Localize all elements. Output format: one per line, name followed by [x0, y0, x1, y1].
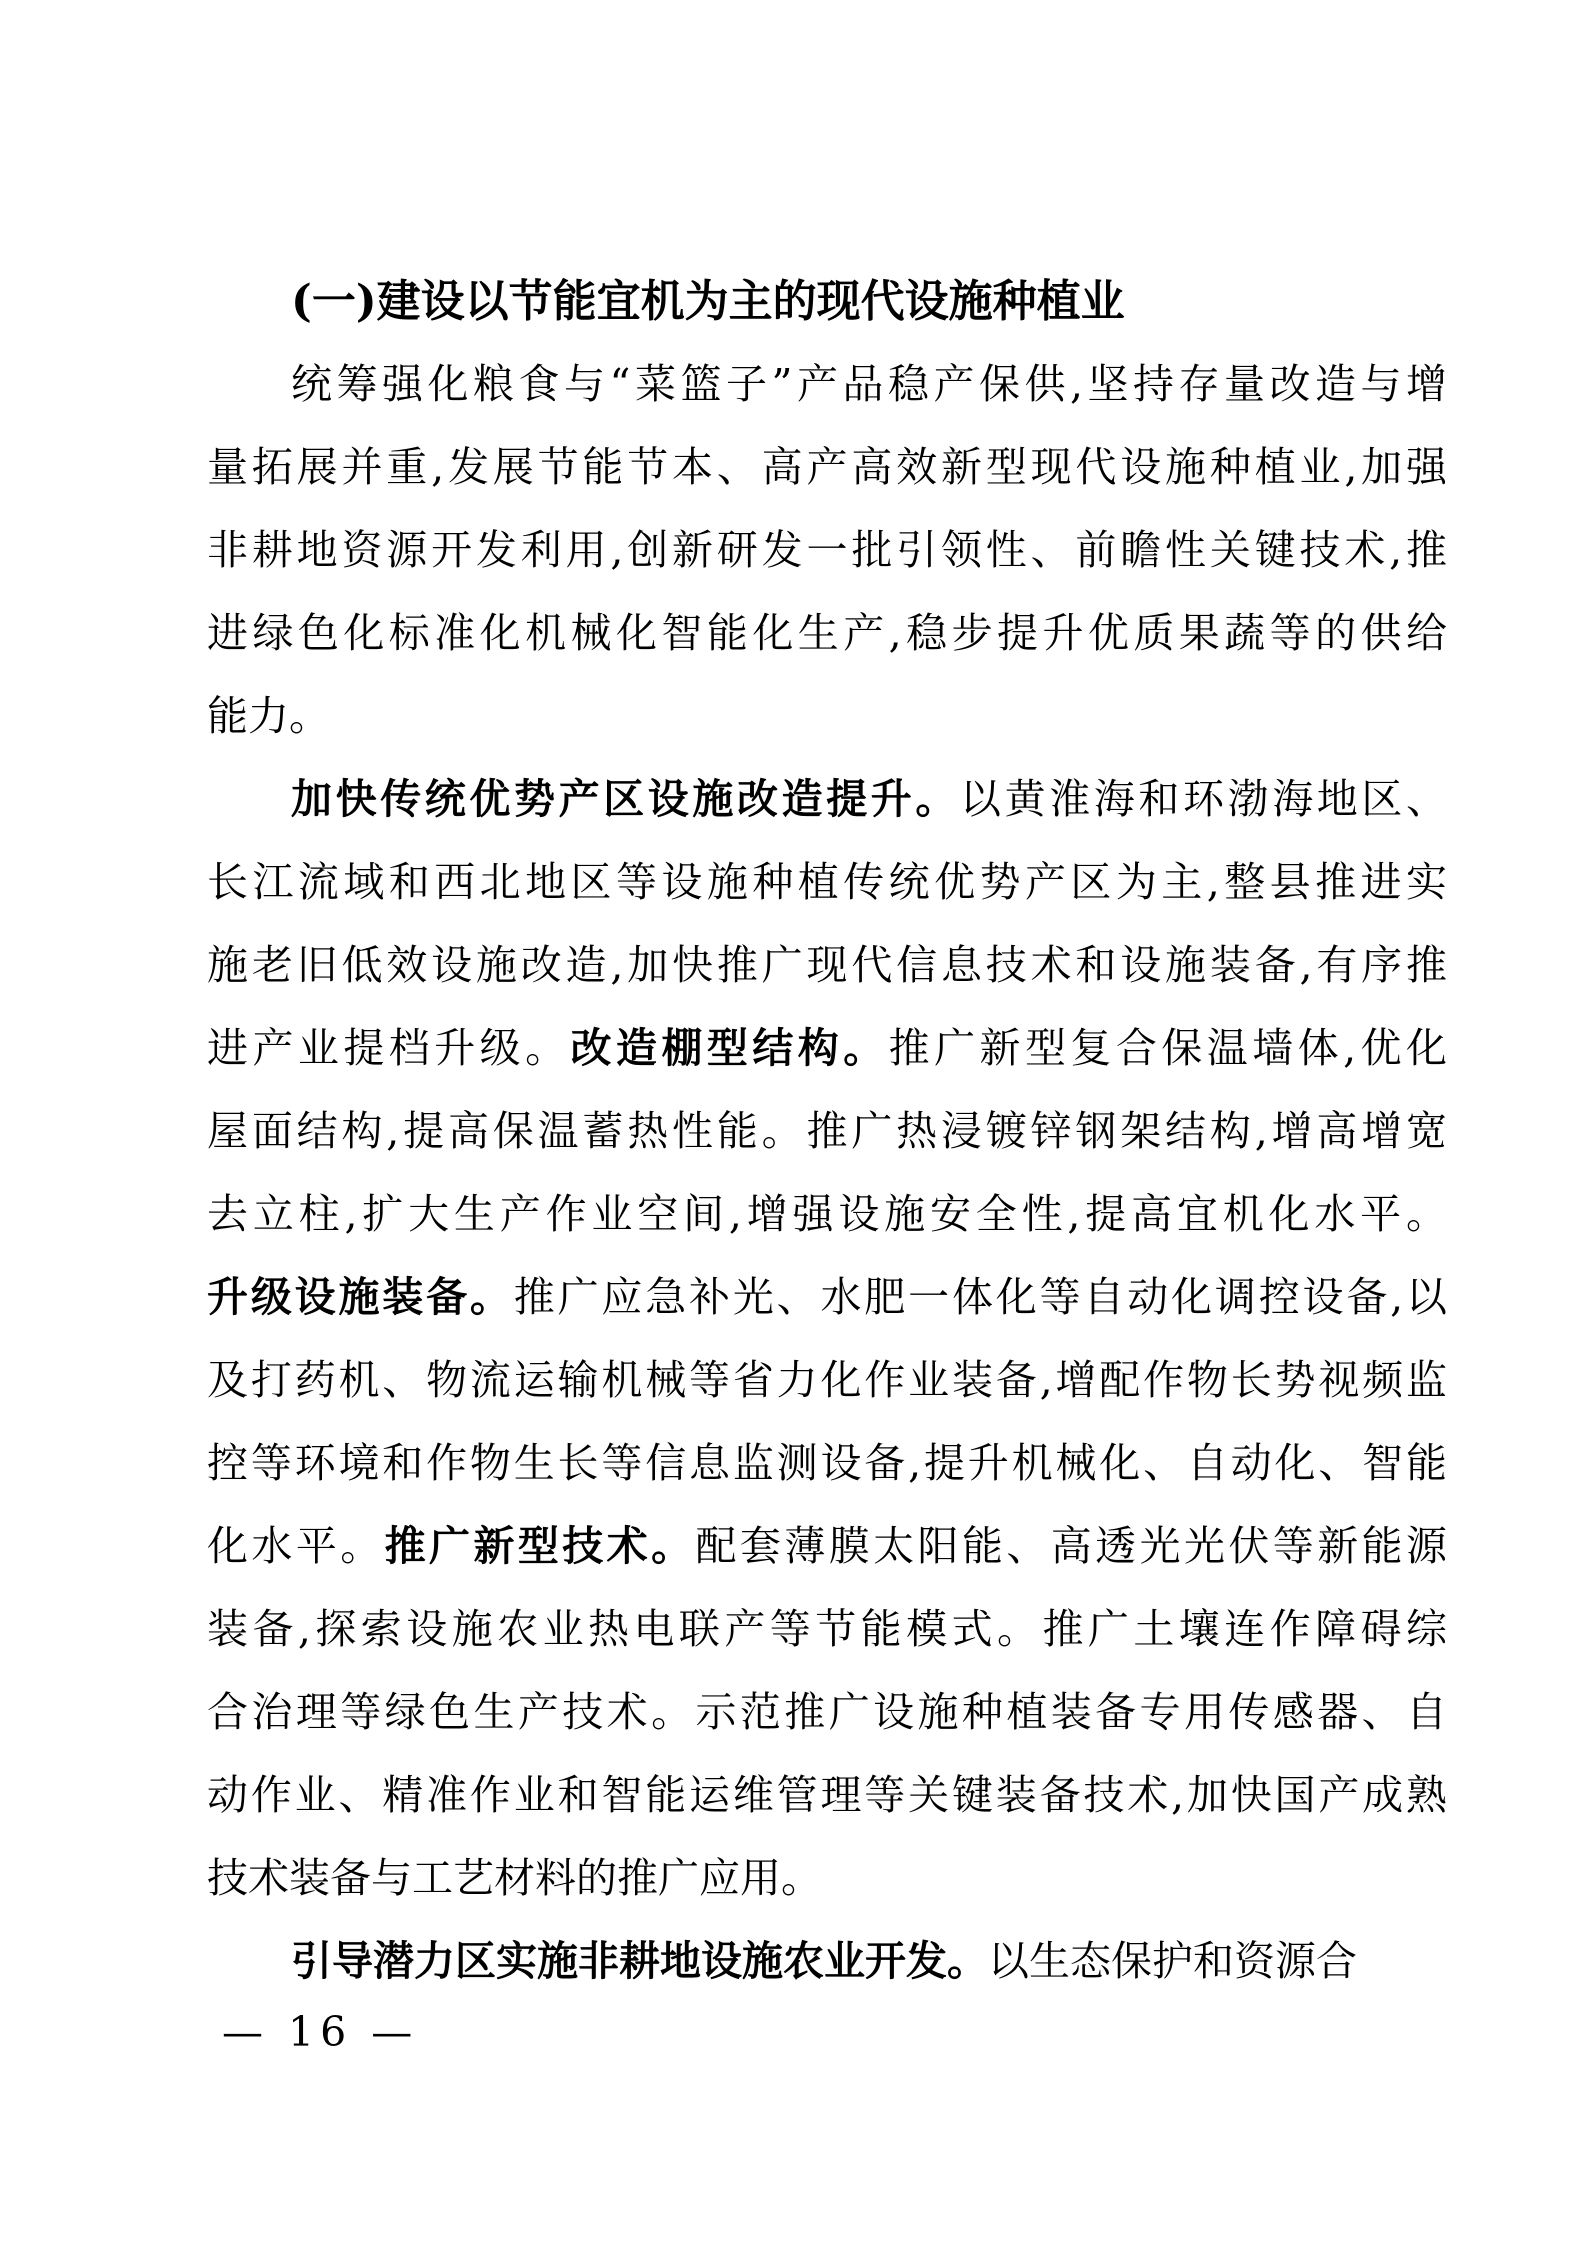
text-segment: 去立柱,扩大生产作业空间,增强设施安全性,提高宜机化水平。 [207, 1190, 1447, 1238]
text-segment: 动作业、精准作业和智能运维管理等关键装备技术,加快国产成熟 [207, 1771, 1447, 1819]
text-line [207, 1256, 1447, 1339]
text-line [207, 1837, 1447, 1920]
text-line [207, 1754, 1447, 1837]
text-line [207, 592, 1447, 675]
section-heading [207, 260, 1447, 343]
text-line [207, 1339, 1447, 1422]
text-line [207, 1505, 1447, 1588]
text-line [207, 758, 1447, 841]
text-line [207, 841, 1447, 924]
text-segment: 施老旧低效设施改造,加快推广现代信息技术和设施装备,有序推 [207, 941, 1448, 989]
text-segment: 长江流域和西北地区等设施种植传统优势产区为主,整县推进实 [207, 858, 1447, 906]
text-line [207, 426, 1447, 509]
bold-text-segment: 改造棚型结构。 [570, 1024, 889, 1072]
text-segment: 装备,探索设施农业热电联产等节能模式。推广土壤连作障碍综 [207, 1605, 1447, 1653]
document-body [207, 260, 1447, 2003]
text-segment: 推广新型复合保温墙体,优化 [888, 1024, 1448, 1072]
text-segment: 进产业提档升级。 [207, 1024, 571, 1072]
text-segment: 能力。 [207, 692, 330, 740]
text-line [207, 1422, 1447, 1505]
bold-text-segment: (一)建设以节能宜机为主的现代设施种植业 [291, 276, 1125, 327]
text-line [207, 1588, 1447, 1671]
text-line [207, 1090, 1447, 1173]
text-segment: 屋面结构,提高保温蓄热性能。推广热浸镀锌钢架结构,增高增宽 [207, 1107, 1447, 1155]
text-line [207, 1173, 1447, 1256]
text-line [207, 509, 1447, 592]
page-number: — 16 — [222, 2008, 419, 2056]
text-segment: 控等环境和作物生长等信息监测设备,提升机械化、自动化、智能 [207, 1439, 1447, 1487]
text-line [207, 343, 1447, 426]
text-segment: 配套薄膜太阳能、高透光光伏等新能源 [695, 1522, 1448, 1570]
text-line [207, 924, 1447, 1007]
text-segment: 合治理等绿色生产技术。示范推广设施种植装备专用传感器、自 [207, 1688, 1447, 1736]
text-segment: 非耕地资源开发利用,创新研发一批引领性、前瞻性关键技术,推 [207, 526, 1448, 574]
text-segment: 及打药机、物流运输机械等省力化作业装备,增配作物长势视频监 [207, 1356, 1447, 1404]
text-segment: 化水平。 [207, 1522, 385, 1570]
text-line [207, 1007, 1447, 1090]
text-segment: 推广应急补光、水肥一体化等自动化调控设备,以 [513, 1273, 1448, 1321]
text-line [207, 675, 1447, 758]
text-segment: 以生态保护和资源合 [988, 1937, 1357, 1985]
text-segment: 量拓展并重,发展节能节本、高产高效新型现代设施种植业,加强 [207, 443, 1447, 491]
text-segment: 进绿色化标准化机械化智能化生产,稳步提升优质果蔬等的供给 [207, 609, 1447, 657]
bold-text-segment: 推广新型技术。 [384, 1522, 696, 1570]
text-line [207, 1920, 1447, 2003]
bold-text-segment: 引导潜力区实施非耕地设施农业开发。 [291, 1937, 988, 1985]
text-line [207, 1671, 1447, 1754]
text-segment: 技术装备与工艺材料的推广应用。 [207, 1854, 822, 1902]
text-segment: 统筹强化粮食与“菜篮子”产品稳产保供,坚持存量改造与增 [291, 360, 1447, 408]
bold-text-segment: 升级设施装备。 [207, 1273, 514, 1321]
bold-text-segment: 加快传统优势产区设施改造提升。 [291, 775, 960, 823]
text-segment: 以黄淮海和环渤海地区、 [960, 775, 1447, 823]
